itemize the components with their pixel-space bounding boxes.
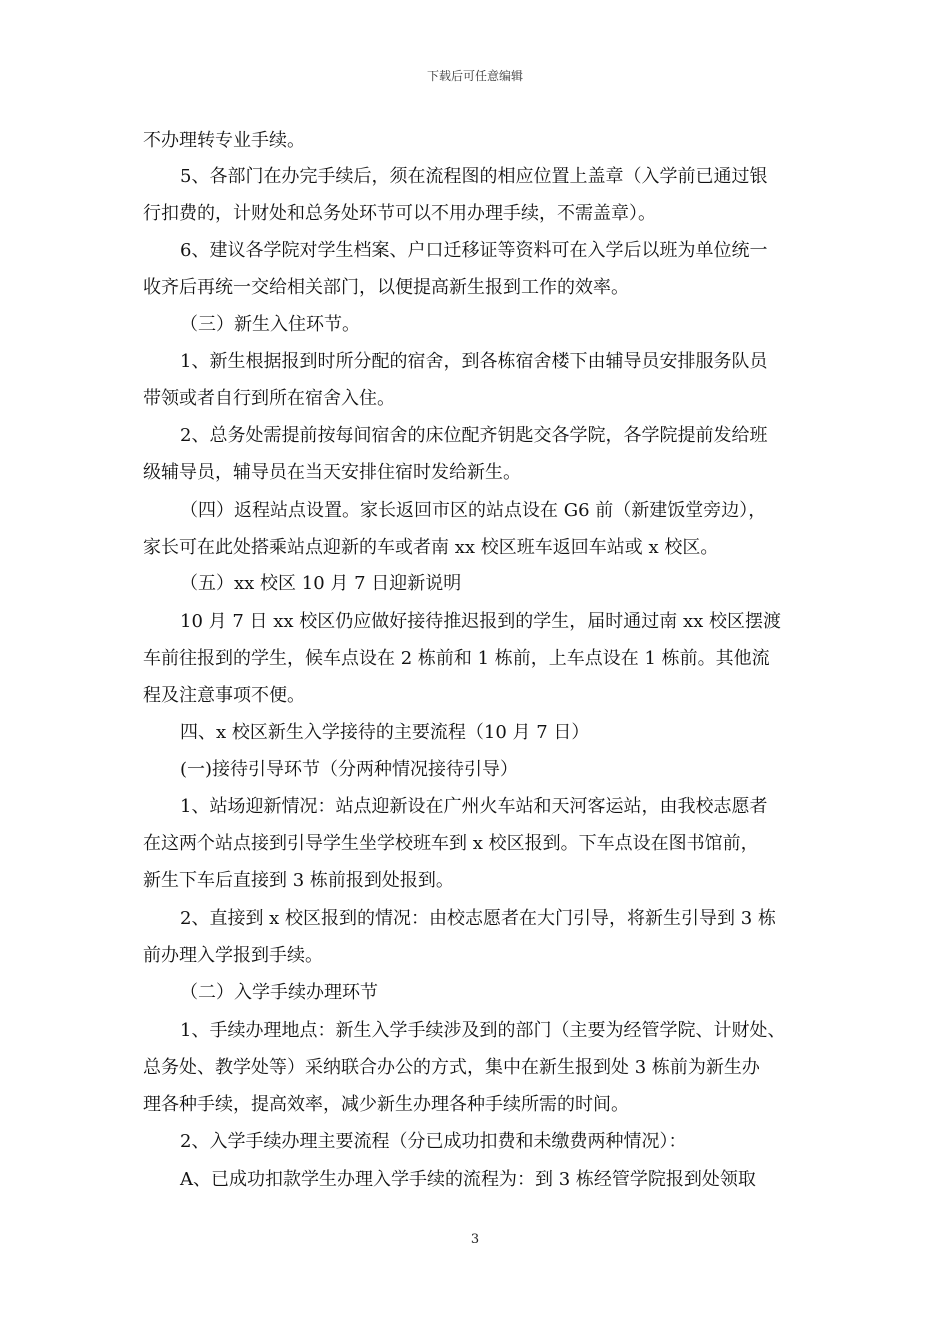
section-heading: （二）入学手续办理环节 (180, 982, 378, 1003)
paragraph-line: 行扣费的，计财处和总务处环节可以不用办理手续，不需盖章）。 (143, 203, 656, 224)
paragraph-line: 程及注意事项不便。 (143, 685, 305, 706)
paragraph-line: 10 月 7 日 xx 校区仍应做好接待推迟报到的学生，届时通过南 xx 校区摆渡 (180, 611, 782, 632)
paragraph-line: 级辅导员，辅导员在当天安排住宿时发给新生。 (143, 462, 521, 483)
paragraph-line: 2、入学手续办理主要流程（分已成功扣费和未缴费两种情况）： (180, 1131, 687, 1152)
paragraph-line: 不办理转专业手续。 (143, 130, 305, 151)
paragraph-line: 新生下车后直接到 3 栋前报到处报到。 (143, 870, 454, 891)
section-heading: 四、x 校区新生入学接待的主要流程（10 月 7 日） (180, 722, 590, 743)
paragraph-line: 1、手续办理地点：新生入学手续涉及到的部门（主要为经管学院、计财处、 (180, 1020, 786, 1041)
section-heading: （三）新生入住环节。 (180, 314, 360, 335)
paragraph-line: 5、各部门在办完手续后，须在流程图的相应位置上盖章（入学前已通过银 (180, 166, 768, 187)
paragraph-line: 在这两个站点接到引导学生坐学校班车到 x 校区报到。下车点设在图书馆前， (143, 833, 759, 854)
paragraph-line: 2、直接到 x 校区报到的情况：由校志愿者在大门引导，将新生引导到 3 栋 (180, 908, 776, 929)
page-header: 下载后可任意编辑 (426, 69, 523, 83)
paragraph-line: 总务处、教学处等）采纳联合办公的方式，集中在新生报到处 3 栋前为新生办 (143, 1057, 760, 1078)
paragraph-line: 家长可在此处搭乘站点迎新的车或者南 xx 校区班车返回车站或 x 校区。 (143, 537, 719, 558)
paragraph-line: 车前往报到的学生，候车点设在 2 栋前和 1 栋前，上车点设在 1 栋前。其他流 (143, 648, 770, 669)
section-heading: （五）xx 校区 10 月 7 日迎新说明 (180, 573, 462, 594)
paragraph-line: 1、站场迎新情况：站点迎新设在广州火车站和天河客运站，由我校志愿者 (180, 796, 768, 817)
paragraph-line: 带领或者自行到所在宿舍入住。 (143, 388, 395, 409)
paragraph-line: 收齐后再统一交给相关部门，以便提高新生报到工作的效率。 (143, 277, 629, 298)
section-heading: (一)接待引导环节（分两种情况接待引导） (180, 759, 519, 780)
paragraph-line: 前办理入学报到手续。 (143, 945, 323, 966)
paragraph-line: （四）返程站点设置。家长返回市区的站点设在 G6 前（新建饭堂旁边）， (180, 500, 767, 521)
paragraph-line: 6、建议各学院对学生档案、户口迁移证等资料可在入学后以班为单位统一 (180, 240, 768, 261)
paragraph-line: 1、新生根据报到时所分配的宿舍，到各栋宿舍楼下由辅导员安排服务队员 (180, 351, 768, 372)
page-number: 3 (470, 1232, 480, 1247)
paragraph-line: 2、总务处需提前按每间宿舍的床位配齐钥匙交各学院，各学院提前发给班 (180, 425, 768, 446)
paragraph-line: A、已成功扣款学生办理入学手续的流程为：到 3 栋经管学院报到处领取 (180, 1169, 756, 1190)
paragraph-line: 理各种手续，提高效率，减少新生办理各种手续所需的时间。 (143, 1094, 629, 1115)
